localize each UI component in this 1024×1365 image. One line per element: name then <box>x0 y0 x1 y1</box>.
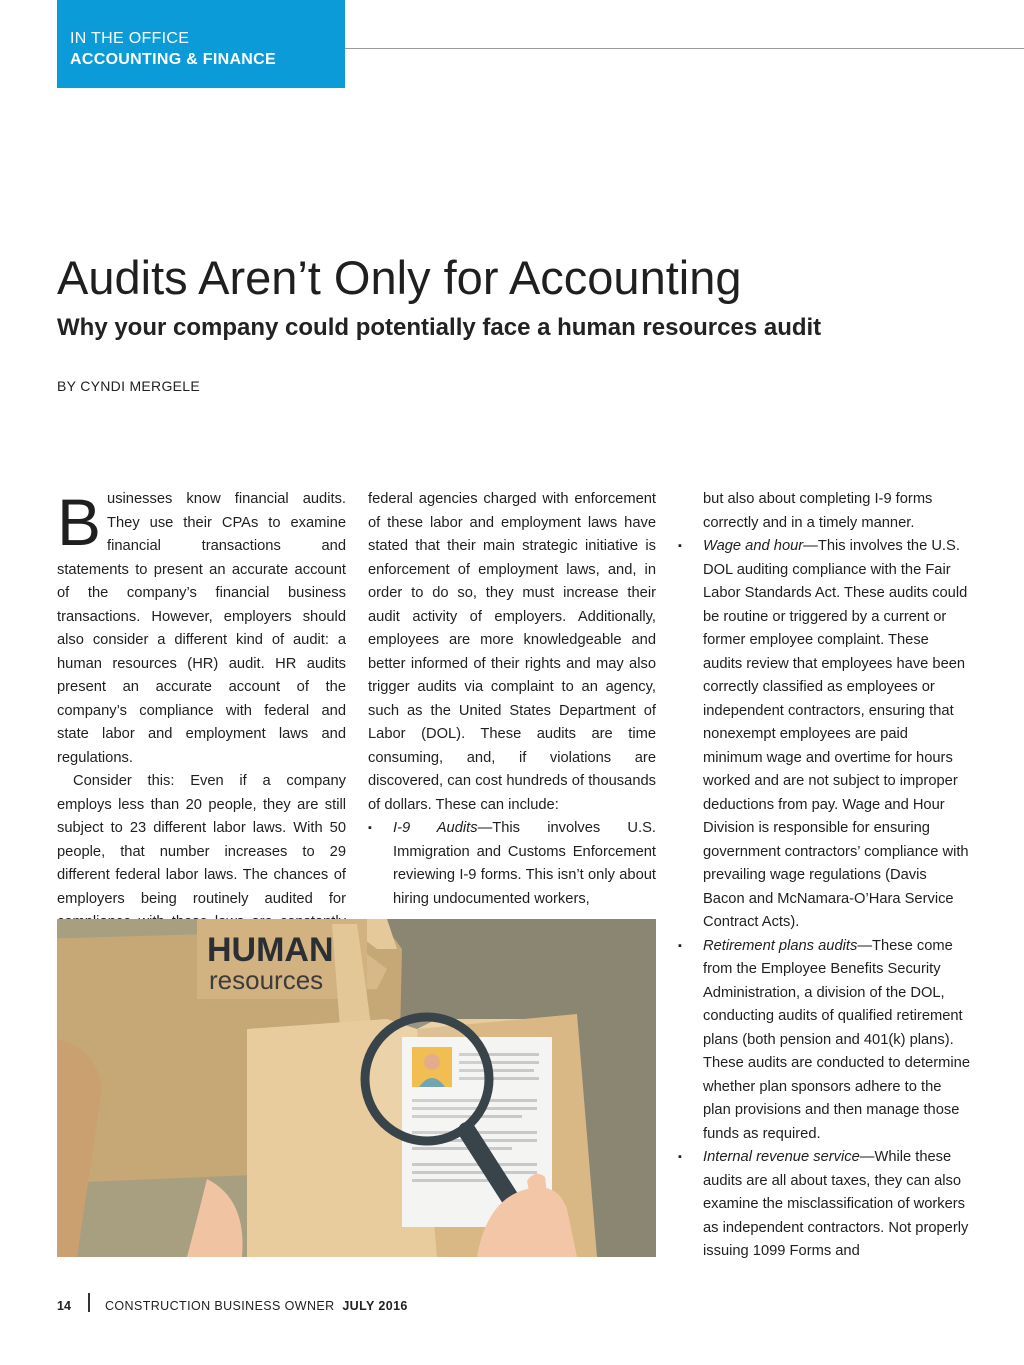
byline: BY CYNDI MERGELE <box>57 378 201 394</box>
section-category: IN THE OFFICE <box>70 30 190 47</box>
section-title: ACCOUNTING & FINANCE <box>70 51 276 68</box>
list-item-text: —These come from the Employee Benefits Security Administration, a division of the DOL, conducting audits of qualified retirement plans (both pension and 401(k) plans). These audits are conducted to determine whether plan sponsors adhere to the plan provisions and then manage those funds as required. <box>703 937 970 1142</box>
paragraph-1 <box>57 485 346 770</box>
drop-cap: B <box>57 485 102 559</box>
paragraph-1-text: usinesses know financial audits. They use their CPAs to examine financial transactions and statements to present an accurate account of the company’s financial business transactions. However, employers should also consider a different kind of audit: a human resources (HR) audit. HR audits present an accurate account of the company’s compliance with federal and state labor and employment laws and regulations. <box>57 491 346 766</box>
footer-divider <box>88 1293 90 1312</box>
illustration-subheading: resources <box>209 965 324 995</box>
list-item-text: —This involves the U.S. DOL auditing compliance with the Fair Labor Standards Act. These audits could be routine or triggered by a current or former employee complaint. These audits review that employees have been correctly classified as employees or independent contractors, ensuring that nonexempt employees are paid minimum wage and overtime for hours worked and are not subject to improper deductions from pay. Wage and Hour Division is responsible for ensuring government contractors’ compliance with prevailing wage regulations (Davis Bacon and McNamara-O’Hara Service Contract Acts). <box>703 538 969 930</box>
list-item-irs <box>678 1146 970 1264</box>
list-item-text: —This involves U.S. Immigration and Customs Enforcement reviewing I-9 forms. This isn’t only about hiring undocumented workers, <box>393 820 656 907</box>
list-item-i9 <box>368 817 656 911</box>
paragraph-2-part-b: federal agencies charged with enforcement of these labor and employment laws have stated that their main strategic initiative is enforcement of employment laws, and, in order to do so, they must increase their audit activity of employers. Additionally, employees are more knowledgeable and better informed of their rights and may also trigger audits via complaint to an agency, such as the United States Department of Labor (DOL). These audits are time consuming, and, if violations are discovered, can cost hundreds of thousands of dollars. These can include: <box>368 491 656 813</box>
paragraph-2-continued <box>368 488 656 817</box>
list-item-text: —While these audits are all about taxes, they can also examine the misclassification of workers as independent contractors. Not properly issuing 1099 Forms and <box>703 1149 969 1259</box>
list-item-i9-continued: but also about completing I-9 forms correctly and in a timely manner. <box>703 491 933 531</box>
header-rule <box>345 48 1024 49</box>
article-subtitle: Why your company could potentially face a human resources audit <box>57 314 822 341</box>
column-1 <box>57 485 346 958</box>
illustration-heading: HUMAN <box>207 931 334 969</box>
list-item-term: Internal revenue service <box>703 1149 860 1165</box>
issue-date: JULY 2016 <box>342 1299 408 1313</box>
section-label <box>57 0 345 88</box>
column-3 <box>678 488 970 1264</box>
column-2 <box>368 488 656 911</box>
list-item-term: Wage and hour <box>703 538 804 554</box>
page-number: 14 <box>57 1299 71 1313</box>
audit-list-part-1 <box>368 817 656 911</box>
article-title: Audits Aren’t Only for Accounting <box>57 251 742 304</box>
publication-name: CONSTRUCTION BUSINESS OWNER <box>105 1299 335 1313</box>
list-item-term: I-9 Audits <box>393 820 478 836</box>
list-item-term: Retirement plans audits <box>703 937 858 954</box>
publication-info <box>105 1299 408 1313</box>
hr-audit-illustration <box>57 919 656 1257</box>
audit-list-part-2 <box>678 535 970 1264</box>
list-item-wage-hour <box>678 535 970 935</box>
paragraph-2-part-a: Consider this: Even if a company employs less than 20 people, they are still subject to 23 different labor laws. With 50 people, that number increases to 29 different federal labor laws. The chances of employers being routinely audited for <box>57 773 346 907</box>
list-item-retirement <box>678 935 970 1147</box>
